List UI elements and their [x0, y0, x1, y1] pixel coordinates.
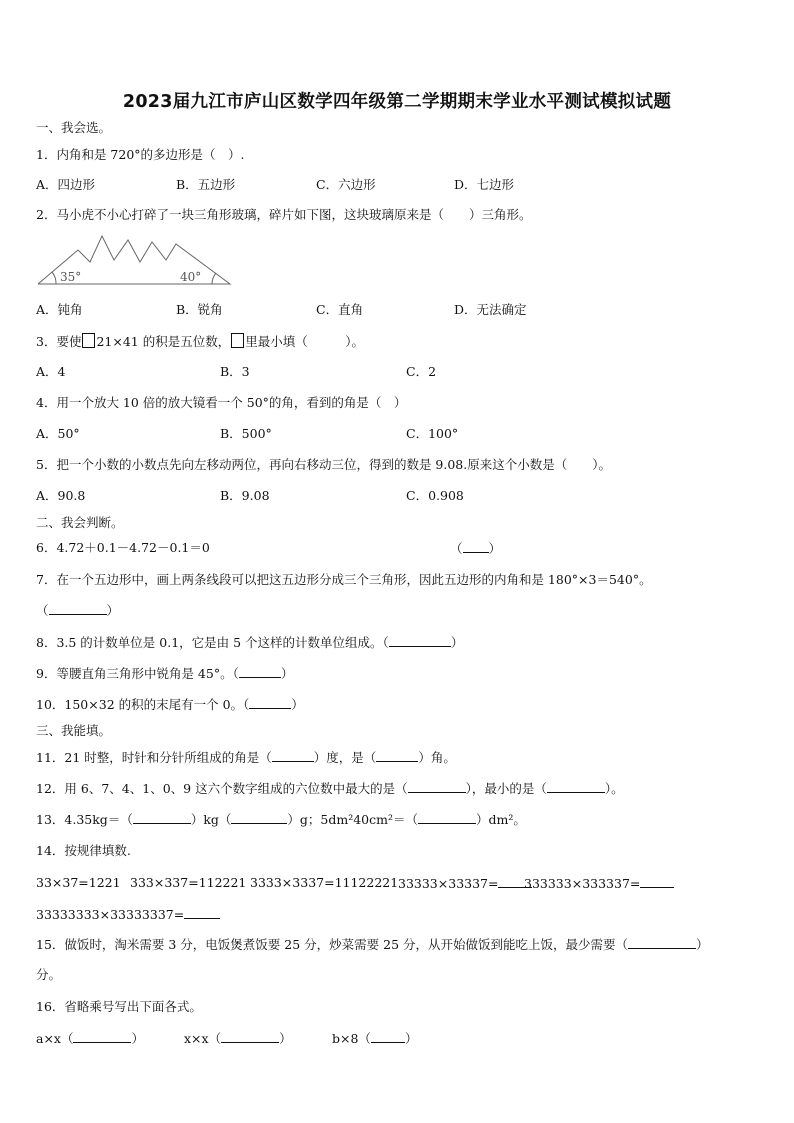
q16-item-c	[332, 1030, 417, 1047]
question-14: 14．按规律填数.	[36, 843, 131, 858]
q1-option-b: B．五边形	[176, 177, 236, 192]
answer-blank[interactable]	[272, 749, 314, 762]
paren-right: ）	[280, 666, 294, 681]
answer-blank[interactable]	[221, 1030, 279, 1043]
page-title: 2023届九江市庐山区数学四年级第二学期期末学业水平测试模拟试题	[122, 92, 672, 112]
pattern-question-6	[36, 906, 220, 923]
q4-option-b: B．500°	[220, 426, 272, 441]
answer-blank[interactable]	[418, 811, 476, 824]
answer-blank[interactable]	[463, 540, 489, 553]
q2-option-a: A．钝角	[36, 302, 83, 317]
q4-option-c: C．100°	[406, 426, 459, 441]
q8-text: 8．3.5 的计数单位是 0.1，它是由 5 个这样的计数单位组成。（	[36, 635, 389, 650]
blank-box	[231, 333, 244, 348]
section-heading-3: 三、我能填。	[36, 723, 112, 738]
q10-text: 10．150×32 的积的末尾有一个 0。（	[36, 697, 250, 712]
question-13	[36, 811, 526, 828]
paren-left: （	[450, 541, 463, 556]
q11-text-2: ）度，是（	[313, 750, 377, 765]
q11-text-3: ）角。	[418, 750, 456, 765]
answer-blank[interactable]	[133, 811, 191, 824]
q3-text-2: 21×41 的积是五位数，	[96, 334, 231, 349]
question-6: 6．4.72＋0.1－4.72－0.1＝0	[36, 540, 210, 555]
q2-option-c: C．直角	[316, 302, 364, 317]
question-8	[36, 634, 463, 651]
pattern-6-text: 33333333×33333337=	[36, 907, 185, 922]
q12-text-2: ），最小的是（	[465, 781, 547, 796]
answer-blank[interactable]	[73, 1030, 131, 1043]
q3-option-a: A．4	[36, 364, 66, 379]
q9-text: 9．等腰直角三角形中锐角是 45°。（	[36, 666, 239, 681]
angle-right-label: 40°	[180, 270, 202, 284]
paren-right: ）	[291, 697, 304, 712]
q2-option-b: B．锐角	[176, 302, 223, 317]
q4-option-a: A．50°	[36, 426, 80, 441]
pattern-question-5	[524, 875, 674, 892]
q16-b-text: x×x（	[184, 1031, 222, 1046]
section-heading-2: 二、我会判断。	[36, 515, 124, 530]
question-4: 4．用一个放大 10 倍的放大镜看一个 50°的角，看到的角是（ ）	[36, 395, 407, 410]
angle-left-label: 35°	[60, 270, 82, 284]
q15-tail: 分。	[36, 967, 62, 982]
q13-text-3: ）g；5dm²40cm²＝（	[287, 812, 418, 827]
q7-answer-paren	[36, 602, 119, 619]
q3-option-c: C．2	[406, 364, 437, 379]
q13-text-2: ）kg（	[190, 812, 232, 827]
question-1: 1．内角和是 720°的多边形是（ ）.	[36, 147, 245, 162]
pattern-example-2: 333×337=112221	[130, 875, 247, 890]
q3-text-3: 里最小填（ ）。	[245, 334, 364, 349]
blank-box	[82, 333, 95, 348]
paren-right: ）	[450, 635, 464, 650]
pattern-example-1: 33×37=1221	[36, 875, 121, 890]
question-7: 7．在一个五边形中，画上两条线段可以把这五边形分成三个三角形，因此五边形的内角和是 180°×3＝540°。	[36, 572, 652, 587]
question-5: 5．把一个小数的小数点先向左移动两位，再向右移动三位，得到的数是 9.08.原来这个小数是（ ）。	[36, 457, 611, 472]
pattern-4-text: 33333×33337=	[398, 876, 499, 891]
q5-option-b: B．9.08	[220, 488, 270, 503]
answer-blank[interactable]	[628, 936, 696, 949]
q16-item-b	[184, 1030, 292, 1047]
answer-blank[interactable]	[371, 1030, 405, 1043]
question-15	[36, 936, 709, 953]
answer-blank[interactable]	[184, 906, 220, 919]
paren-left: （	[36, 603, 49, 618]
question-12	[36, 780, 624, 797]
pattern-example-3: 3333×3337=11122221	[250, 875, 399, 890]
q2-option-d: D．无法确定	[454, 302, 527, 317]
answer-blank[interactable]	[640, 875, 674, 888]
left-angle-arc	[52, 272, 56, 284]
answer-blank[interactable]	[249, 696, 291, 709]
broken-glass-figure	[36, 234, 236, 290]
paren-right: ）	[131, 1031, 144, 1046]
q15-text: 15．做饭时，淘米需要 3 分，电饭煲煮饭要 25 分，炒菜需要 25 分，从开始做饭到能吃上饭，最少需要（	[36, 937, 629, 952]
paren-right: ）	[404, 1031, 418, 1046]
question-3	[36, 333, 364, 350]
q3-text-1: 3．要使	[36, 334, 82, 349]
q12-text-1: 12．用 6、7、4、1、0、9 这六个数字组成的六位数中最大的是（	[36, 781, 408, 796]
section-heading-1: 一、我会选。	[36, 120, 112, 135]
q12-text-3: ）。	[604, 781, 624, 796]
q13-text-1: 13．4.35kg＝（	[36, 812, 133, 827]
answer-blank[interactable]	[376, 749, 418, 762]
answer-blank[interactable]	[389, 634, 451, 647]
paren-right: ）	[106, 603, 120, 618]
answer-blank[interactable]	[239, 665, 281, 678]
pattern-5-text: 333333×333337=	[524, 876, 641, 891]
right-angle-arc	[212, 273, 216, 284]
pattern-question-4	[398, 875, 532, 892]
answer-blank[interactable]	[49, 602, 107, 615]
answer-blank[interactable]	[408, 780, 466, 793]
q1-option-a: A．四边形	[36, 177, 96, 192]
question-11	[36, 749, 456, 766]
q16-a-text: a×x（	[36, 1031, 74, 1046]
q13-text-4: ）dm²。	[476, 812, 526, 827]
paren-right: ）	[488, 541, 502, 556]
paren-right: ）	[696, 937, 709, 952]
answer-blank[interactable]	[547, 780, 605, 793]
q1-option-c: C．六边形	[316, 177, 376, 192]
q11-text-1: 11．21 时整，时针和分针所组成的角是（	[36, 750, 272, 765]
answer-blank[interactable]	[231, 811, 287, 824]
question-16: 16．省略乘号写出下面各式。	[36, 999, 202, 1014]
q5-option-c: C．0.908	[406, 488, 464, 503]
q16-item-a	[36, 1030, 144, 1047]
question-10	[36, 696, 304, 713]
question-2: 2．马小虎不小心打碎了一块三角形玻璃，碎片如下图，这块玻璃原来是（ ）三角形。	[36, 207, 532, 222]
paren-right: ）	[279, 1031, 292, 1046]
q16-c-text: b×8（	[332, 1031, 371, 1046]
q6-answer-paren	[450, 540, 501, 557]
question-9	[36, 665, 293, 682]
q3-option-b: B．3	[220, 364, 250, 379]
q1-option-d: D．七边形	[454, 177, 515, 192]
q5-option-a: A．90.8	[36, 488, 86, 503]
